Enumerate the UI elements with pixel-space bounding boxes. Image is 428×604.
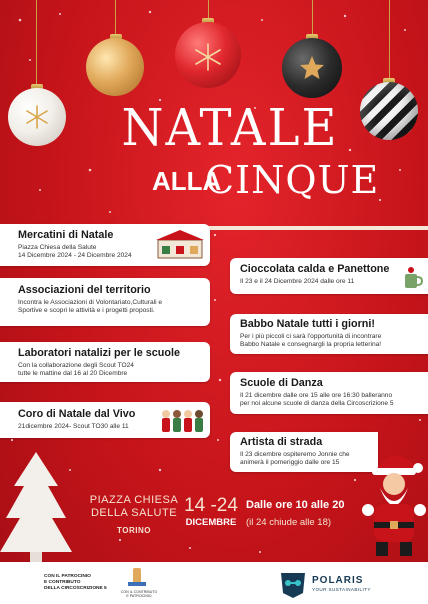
snowflake-icon <box>193 42 223 72</box>
event-card-babbo <box>230 314 428 354</box>
event-text <box>240 333 424 350</box>
event-text <box>240 278 424 286</box>
hours-block <box>246 498 376 530</box>
location-block <box>84 494 184 537</box>
snowflake-icon <box>24 104 50 130</box>
event-heading: Laboratori natalizi per le scuole <box>18 347 180 359</box>
event-line: 21dicembre 2024- Scout TO30 alle 11 <box>18 423 129 430</box>
hot-chocolate-icon <box>402 266 424 290</box>
event-card-mercatini <box>0 224 210 266</box>
patrocinio-text <box>44 574 124 592</box>
event-line: per noi alcune scuole di danza della Circoscrizione 5 <box>240 400 394 408</box>
closing-note: (il 24 chiude alle 18) <box>246 517 332 528</box>
event-card-coro <box>0 402 210 438</box>
striped-ornament <box>360 82 418 140</box>
event-heading: Babbo Natale tutti i giorni! <box>240 318 375 330</box>
ornament-string <box>312 0 313 38</box>
location-city: TORINO <box>117 526 151 535</box>
polaris-name: POLARIS <box>312 575 364 586</box>
ornament-string <box>115 0 116 38</box>
patrocinio-line: E CONTRIBUTO <box>44 580 81 585</box>
event-month: DICEMBRE <box>185 517 237 528</box>
star-icon <box>298 54 326 82</box>
event-heading: Coro di Natale dal Vivo <box>18 408 136 420</box>
snowy-tree-icon <box>0 452 72 564</box>
patrocinio-line: CON IL PATROCINIO <box>44 574 91 579</box>
event-heading: Associazioni del territorio <box>18 284 151 296</box>
event-line: 14 Dicembre 2024 - 24 Dicembre 2024 <box>18 252 132 260</box>
event-text <box>240 451 374 468</box>
event-dates: 14 -24 <box>184 495 238 516</box>
event-line: Il 23 dicembre ospiteremo Jonnie che <box>240 451 350 458</box>
event-line: Il 23 e il 24 Dicembre 2024 dalle ore 11 <box>240 278 355 285</box>
event-line: animerà il pomeriggio dalle ore 15 <box>240 459 340 467</box>
event-line: tutte le mattine dal 16 al 20 Dicembre <box>18 370 128 378</box>
event-card-associazioni <box>0 278 210 326</box>
logo-caption <box>116 590 162 599</box>
event-line: Il 21 dicembre dalle ore 15 alle ore 16:30 balleranno <box>240 392 393 399</box>
event-card-artista <box>230 432 378 472</box>
event-line: Per i più piccoli ci sarà l'opportunità di incontrare <box>240 333 382 340</box>
event-heading: Artista di strada <box>240 436 323 448</box>
event-text <box>18 362 204 379</box>
event-line: Con la collaborazione degli Scout TO24 <box>18 362 134 369</box>
patrocinio-line: DELLA CIRCOSCRIZIONE 5 <box>44 586 107 591</box>
logo-caption-line: CON IL CONTRIBUTO <box>120 590 158 594</box>
event-card-cioccolata <box>230 258 428 294</box>
event-card-danza <box>230 372 428 414</box>
ornament-string <box>36 0 37 88</box>
title-cinque: CINQUE <box>205 158 380 202</box>
event-heading: Scuole di Danza <box>240 377 323 389</box>
polaris-tagline: YOUR SUSTAINABILITY <box>312 587 371 592</box>
event-text <box>240 392 424 409</box>
title-alla: ALLA <box>152 166 222 196</box>
opening-hours: Dalle ore 10 alle 20 <box>246 499 345 511</box>
market-stall-icon <box>156 230 204 260</box>
event-line: Piazza Chiesa della Salute <box>18 244 97 251</box>
event-line: Incontra le Associazioni di Volontariato,Culturali e <box>18 299 163 306</box>
event-text <box>18 299 204 316</box>
choir-icon <box>160 406 204 436</box>
ornament-string <box>389 0 390 82</box>
gold-ornament <box>86 38 144 96</box>
event-line: Sportive e scopri le attività e i progetti proposti. <box>18 307 155 315</box>
event-line: Babbo Natale e consegnargli la propria letterina! <box>240 341 382 349</box>
date-block <box>180 495 242 529</box>
circoscrizione-emblem-icon <box>124 566 150 588</box>
title-natale: NATALE <box>121 98 339 158</box>
event-card-laboratori <box>0 342 210 382</box>
event-heading: Mercatini di Natale <box>18 229 114 241</box>
polaris-bear-icon <box>277 569 309 599</box>
event-heading: Cioccolata calda e Panettone <box>240 263 390 275</box>
logo-caption-line: E PATROCINIO <box>126 594 152 599</box>
location-line: DELLA SALUTE <box>90 507 178 519</box>
polaris-logo-text <box>312 575 392 593</box>
location-line: PIAZZA CHIESA <box>89 494 179 506</box>
